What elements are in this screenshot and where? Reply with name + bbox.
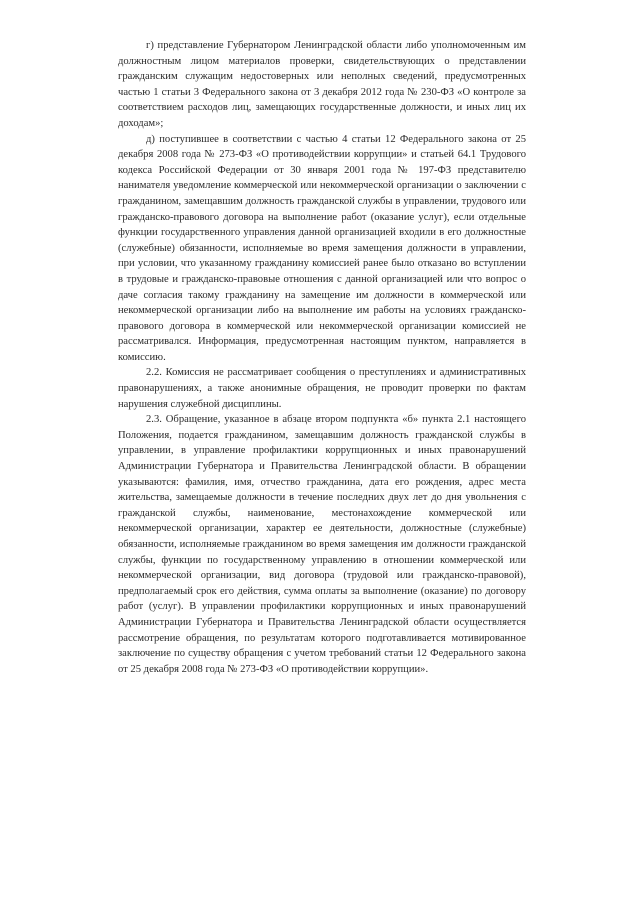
document-body — [118, 38, 526, 677]
paragraph-2-2: 2.2. Комиссия не рассматривает сообщения о преступлениях и административных правонарушениях, а также анонимные обращения, не проводит проверки по фактам нарушения служебной дисциплины. — [118, 367, 526, 410]
paragraph-2-3: 2.3. Обращение, указанное в абзаце втором подпункта «б» пункта 2.1 настоящего Положения, подается гражданином, замещавшим должность гражданской службы в управлении, в управление профилактики коррупционных и иных правонарушений Администрации Губернатора и Правительства Ленинградской области. В обращении указываются: фамилия, имя, отчество гражданина, дата его рождения, адрес места жительства, замещаемые должности в течение последних двух лет до дня увольнения с гражданской службы, наименование, местонахождение коммерческой или некоммерческой организации, характер ее деятельности, должностные (служебные) обязанности, исполняемые гражданином во время замещения им должности гражданской службы, функции по государственному управлению в отношении коммерческой или некоммерческой организации, вид договора (трудовой или гражданско-правовой), предполагаемый срок его действия, сумма оплаты за выполнение (оказание) по договору работ (услуг). В управлении профилактики коррупционных и иных правонарушений Администрации Губернатора и Правительства Ленинградской области осуществляется рассмотрение обращения, по результатам которого подготавливается мотивированное заключение по существу обращения с учетом требований статьи 12 Федерального закона от 25 декабря 2008 года № 273-ФЗ «О противодействии коррупции». — [118, 414, 526, 675]
paragraph-subpoint-g: г) представление Губернатором Ленинградской области либо уполномоченным им должностным лицом материалов проверки, свидетельствующих о представлении гражданским служащим недостоверных или неполных сведений, предусмотренных частью 1 статьи 3 Федерального закона от 3 декабря 2012 года № 230-ФЗ «О контроле за соответствием расходов лиц, замещающих государственные должности, и иных лиц их доходам»; — [118, 40, 526, 129]
paragraph-subpoint-d: д) поступившее в соответствии с частью 4 статьи 12 Федерального закона от 25 декабря 2008 года № 273-ФЗ «О противодействии коррупции» и статьей 64.1 Трудового кодекса Российской Федерации от 30 января 2001 года № 197-ФЗ представителю нанимателя уведомление коммерческой или некоммерческой организации о заключении с гражданином, замещавшим должность гражданской службы в управлении, трудового или гражданско-правового договора на выполнение работ (оказание услуг), если отдельные функции государственного управления данной организацией входили в его должностные (служебные) обязанности, исполняемые во время замещения должности в управлении, при условии, что указанному гражданину комиссией ранее было отказано во вступлении в трудовые и гражданско-правовые отношения с данной организацией или что вопрос о даче согласия такому гражданину на замещение им должности в коммерческой или некоммерческой организации либо на выполнение им работы на условиях гражданско-правового договора в коммерческой или некоммерческой организации комиссией не рассматривался. Информация, предусмотренная настоящим пунктом, направляется в комиссию. — [118, 133, 526, 363]
